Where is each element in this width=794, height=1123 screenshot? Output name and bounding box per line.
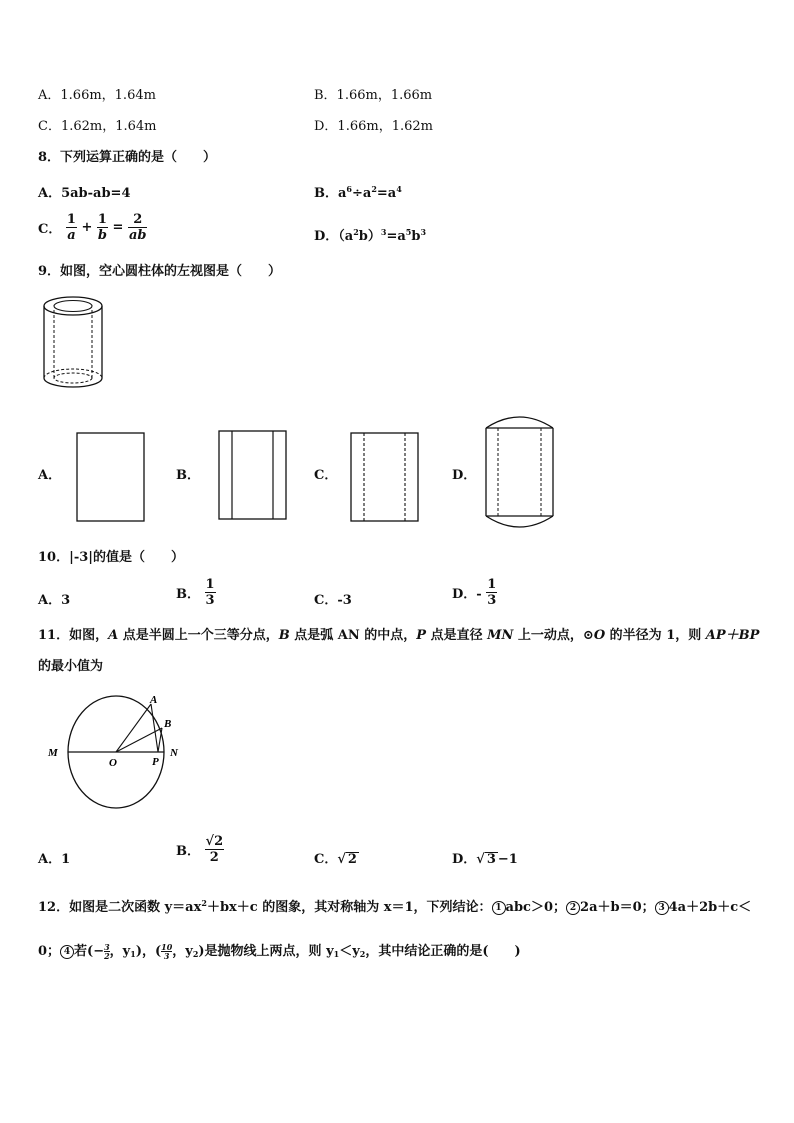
q8-option-a: A．5ab-ab=4 bbox=[38, 186, 131, 201]
q7-option-b: B．1.66m，1.66m bbox=[314, 88, 433, 103]
q7-option-c: C．1.62m，1.64m bbox=[38, 119, 157, 134]
fig-label-p: P bbox=[152, 756, 159, 768]
q11-option-b: B． $\frac{√2}{2}$ bbox=[176, 834, 224, 865]
q9-option-b-figure bbox=[218, 430, 288, 520]
q8-option-d: D．$(a^2b)^3=a^5b^3$ bbox=[314, 227, 427, 244]
q7-option-d: D．1.66m，1.62m bbox=[314, 119, 433, 134]
q8-option-c: C． $\frac{1}{a}$ + $\frac{1}{b}$ = $\frac{2}{ab}$ bbox=[38, 212, 147, 243]
circle-figure bbox=[46, 694, 196, 814]
q11-option-c: C．√ 2 bbox=[314, 852, 357, 867]
q10-option-b: B． $\frac{1}{3}$ bbox=[176, 577, 215, 608]
q12-stem-line1: 12．如图是二次函数 $y=ax^2+bx+c$ 的图象，其对称轴为 x＝1，下列结论： 1 abc＞0； 2 2a＋b＝0； 3 4a＋2b＋c＜ bbox=[38, 898, 752, 915]
fig-label-a: A bbox=[150, 694, 158, 706]
q11-option-d: D．√ 3 −1 bbox=[452, 852, 518, 867]
fig-label-n: N bbox=[170, 747, 178, 759]
q10-stem: 10．|-3|的值是（ ） bbox=[38, 550, 184, 565]
q8-option-b: B．$a^6\div a^2=a^4$ bbox=[314, 184, 402, 201]
q11-stem-line1: 11．如图，A 点是半圆上一个三等分点，B 点是弧 AN 的中点，P 点是直径 MN 上一动点，⊙O 的半径为 1，则 AP＋BP bbox=[38, 628, 760, 643]
fig-label-b: B bbox=[164, 718, 172, 730]
fig-label-o: O bbox=[109, 757, 117, 769]
q9-stem: 9．如图，空心圆柱体的左视图是（ ） bbox=[38, 264, 282, 279]
q9-option-d: D． bbox=[452, 468, 477, 483]
q7-option-a: A．1.66m，1.64m bbox=[38, 88, 156, 103]
q11-stem-line2: 的最小值为 bbox=[38, 659, 104, 674]
q10-option-a: A．3 bbox=[38, 593, 71, 608]
hollow-cylinder-figure bbox=[40, 294, 110, 394]
q10-option-c: C．-3 bbox=[314, 593, 352, 608]
q9-option-c-figure bbox=[350, 432, 420, 522]
q8-stem: 8．下列运算正确的是（ ） bbox=[38, 150, 217, 165]
q11-option-a: A．1 bbox=[38, 852, 71, 867]
q10-option-d: D．- $\frac{1}{3}$ bbox=[452, 577, 497, 608]
q9-option-c: C． bbox=[314, 468, 338, 483]
q9-option-b: B． bbox=[176, 468, 200, 483]
q9-option-d-figure bbox=[484, 414, 556, 530]
q9-option-a: A． bbox=[38, 468, 62, 483]
q12-stem-line2: 0； 4 若($-\frac{3}{2}$ ，$y_1$)，($\frac{10}{3}$ ，$y_2$)是抛物线上两点，则 $y_1<y_2$，其中结论正确的是( ) bbox=[38, 942, 521, 961]
fig-label-m: M bbox=[48, 747, 58, 759]
q9-option-a-figure bbox=[76, 432, 146, 522]
